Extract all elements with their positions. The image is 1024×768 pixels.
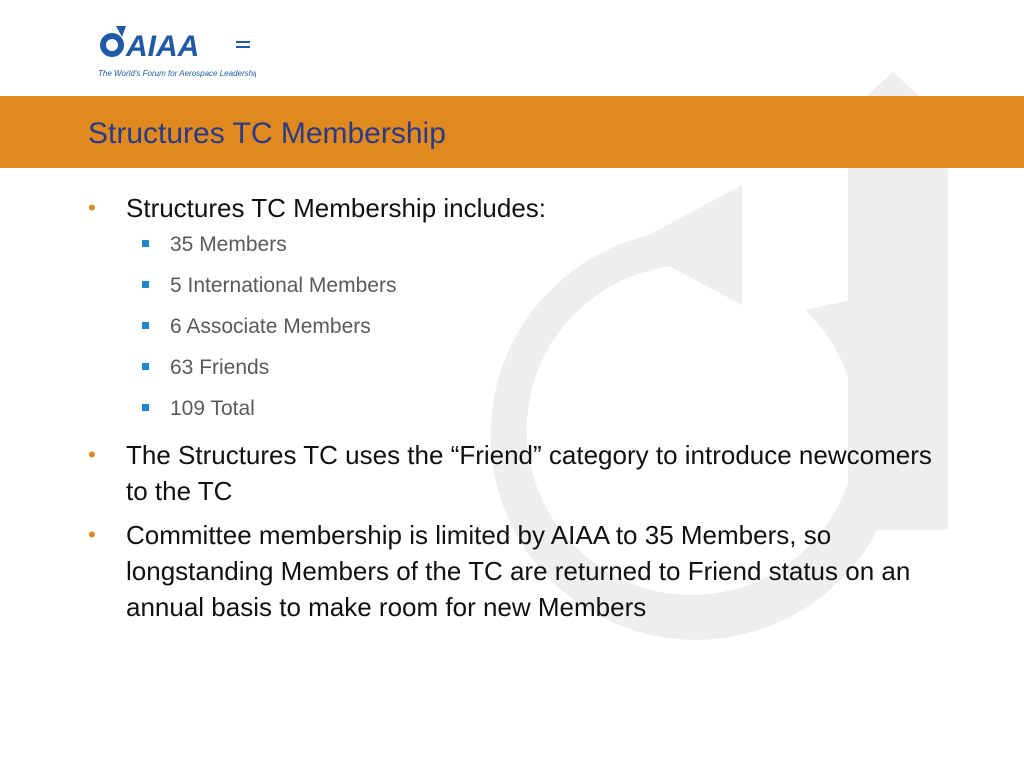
square-bullet-icon	[142, 281, 149, 288]
bullet-item	[88, 190, 948, 422]
sub-bullet-text: 6 Associate Members	[170, 315, 371, 338]
bullet-text: Committee membership is limited by AIAA to 35 Members, so longstanding Members of the TC are returned to Friend status on an annual basis to make room for new Members	[126, 520, 911, 622]
square-bullet-icon	[142, 363, 149, 370]
sub-bullet-item	[126, 396, 948, 422]
sub-bullet-text: 63 Friends	[170, 356, 270, 379]
bullet-text: Structures TC Membership includes:	[126, 193, 547, 223]
sub-bullet-list	[126, 232, 948, 422]
sub-bullet-item	[126, 273, 948, 299]
svg-text:The World's Forum for Aerospac: The World's Forum for Aerospace Leadership	[98, 69, 256, 78]
bullet-item	[88, 517, 948, 625]
bullet-dot-icon: •	[88, 522, 96, 547]
bullet-dot-icon: •	[88, 442, 96, 467]
aiaa-logo	[96, 18, 256, 84]
sub-bullet-item	[126, 355, 948, 381]
bullet-dot-icon: •	[88, 195, 96, 220]
sub-bullet-text: 5 International Members	[170, 274, 397, 297]
bullet-item	[88, 437, 948, 509]
sub-bullet-item	[126, 232, 948, 258]
square-bullet-icon	[142, 240, 149, 247]
square-bullet-icon	[142, 404, 149, 411]
sub-bullet-text: 109 Total	[170, 397, 255, 420]
slide-title: Structures TC Membership	[88, 117, 446, 150]
square-bullet-icon	[142, 322, 149, 329]
slide-content	[88, 190, 948, 633]
svg-text:AIAA: AIAA	[126, 30, 200, 63]
sub-bullet-item	[126, 314, 948, 340]
bullet-text: The Structures TC uses the “Friend” category to introduce newcomers to the TC	[126, 440, 932, 506]
sub-bullet-text: 35 Members	[170, 233, 287, 256]
